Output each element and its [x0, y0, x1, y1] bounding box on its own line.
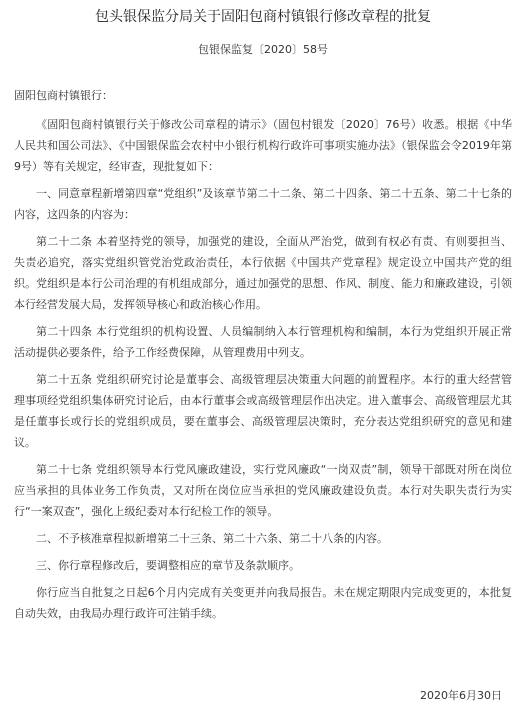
document-number: 包银保监复〔2020〕58号: [198, 43, 328, 56]
paragraph-item-three: 三、你行章程修改后，要调整相应的章节及条款顺序。: [36, 559, 300, 572]
paragraph-article-22: 第二十二条 本着坚持党的领导，加强党的建设，全面从严治党，做到有权必有责、有则要担当、失责必追究，落实党组织管党治党政治责任，本行依据《中国共产党章程》规定设立中国共产党的组织。党组织是本行公司治理的有机组成部分，通过加强党的思想、作风、制度、能力和廉政建设，引领本行经营发展大局，发挥领导核心和政治核心作用。: [14, 235, 512, 311]
paragraph-article-24: 第二十四条 本行党组织的机构设置、人员编制纳入本行管理机构和编制，本行为党组织开展正常活动提供必要条件，给予工作经费保障，从管理费用中列支。: [14, 325, 512, 359]
paragraph-intro: 《固阳包商村镇银行关于修改公司章程的请示》（固包村银发〔2020〕76号）收悉。根据《中华人民共和国公司法》、《中国银保监会农村中小银行机构行政许可事项实施办法》（银保监会令2019年第9号）等有关规定，经审查，现批复如下：: [14, 118, 512, 173]
paragraph-article-25: 第二十五条 党组织研究讨论是董事会、高级管理层决策重大问题的前置程序。本行的重大经营管理事项经党组织集体研究讨论后，由本行董事会或高级管理层作出决定。进入董事会、高级管理层尤其是任董事长或行长的党组织成员，要在董事会、高级管理层决策时，充分表达党组织研究的意见和建议。: [14, 373, 512, 449]
paragraph-item-two: 二、不予核准章程拟新增第二十三条、第二十六条、第二十八条的内容。: [36, 532, 388, 545]
salutation: 固阳包商村镇银行：: [14, 89, 113, 102]
paragraph-item-one: 一、同意章程新增第四章“党组织”及该章节第二十二条、第二十四条、第二十五条、第二十七条的内容，这四条的内容为：: [14, 187, 512, 221]
paragraph-article-27: 第二十七条 党组织领导本行党风廉政建设，实行党风廉政“一岗双责”制，领导干部既对所在岗位应当承担的具体业务工作负责，又对所在岗位应当承担的党风廉政建设负责。本行对失职失责行为实行“一案双查”，强化上级纪委对本行纪检工作的领导。: [14, 463, 512, 518]
paragraph-deadline: 你行应当自批复之日起6个月内完成有关变更并向我局报告。未在规定期限内完成变更的，本批复自动失效，由我局办理行政许可注销手续。: [14, 586, 512, 620]
signature-date: 2020年6月30日: [420, 689, 502, 702]
document-title: 包头银保监分局关于固阳包商村镇银行修改章程的批复: [95, 9, 431, 25]
